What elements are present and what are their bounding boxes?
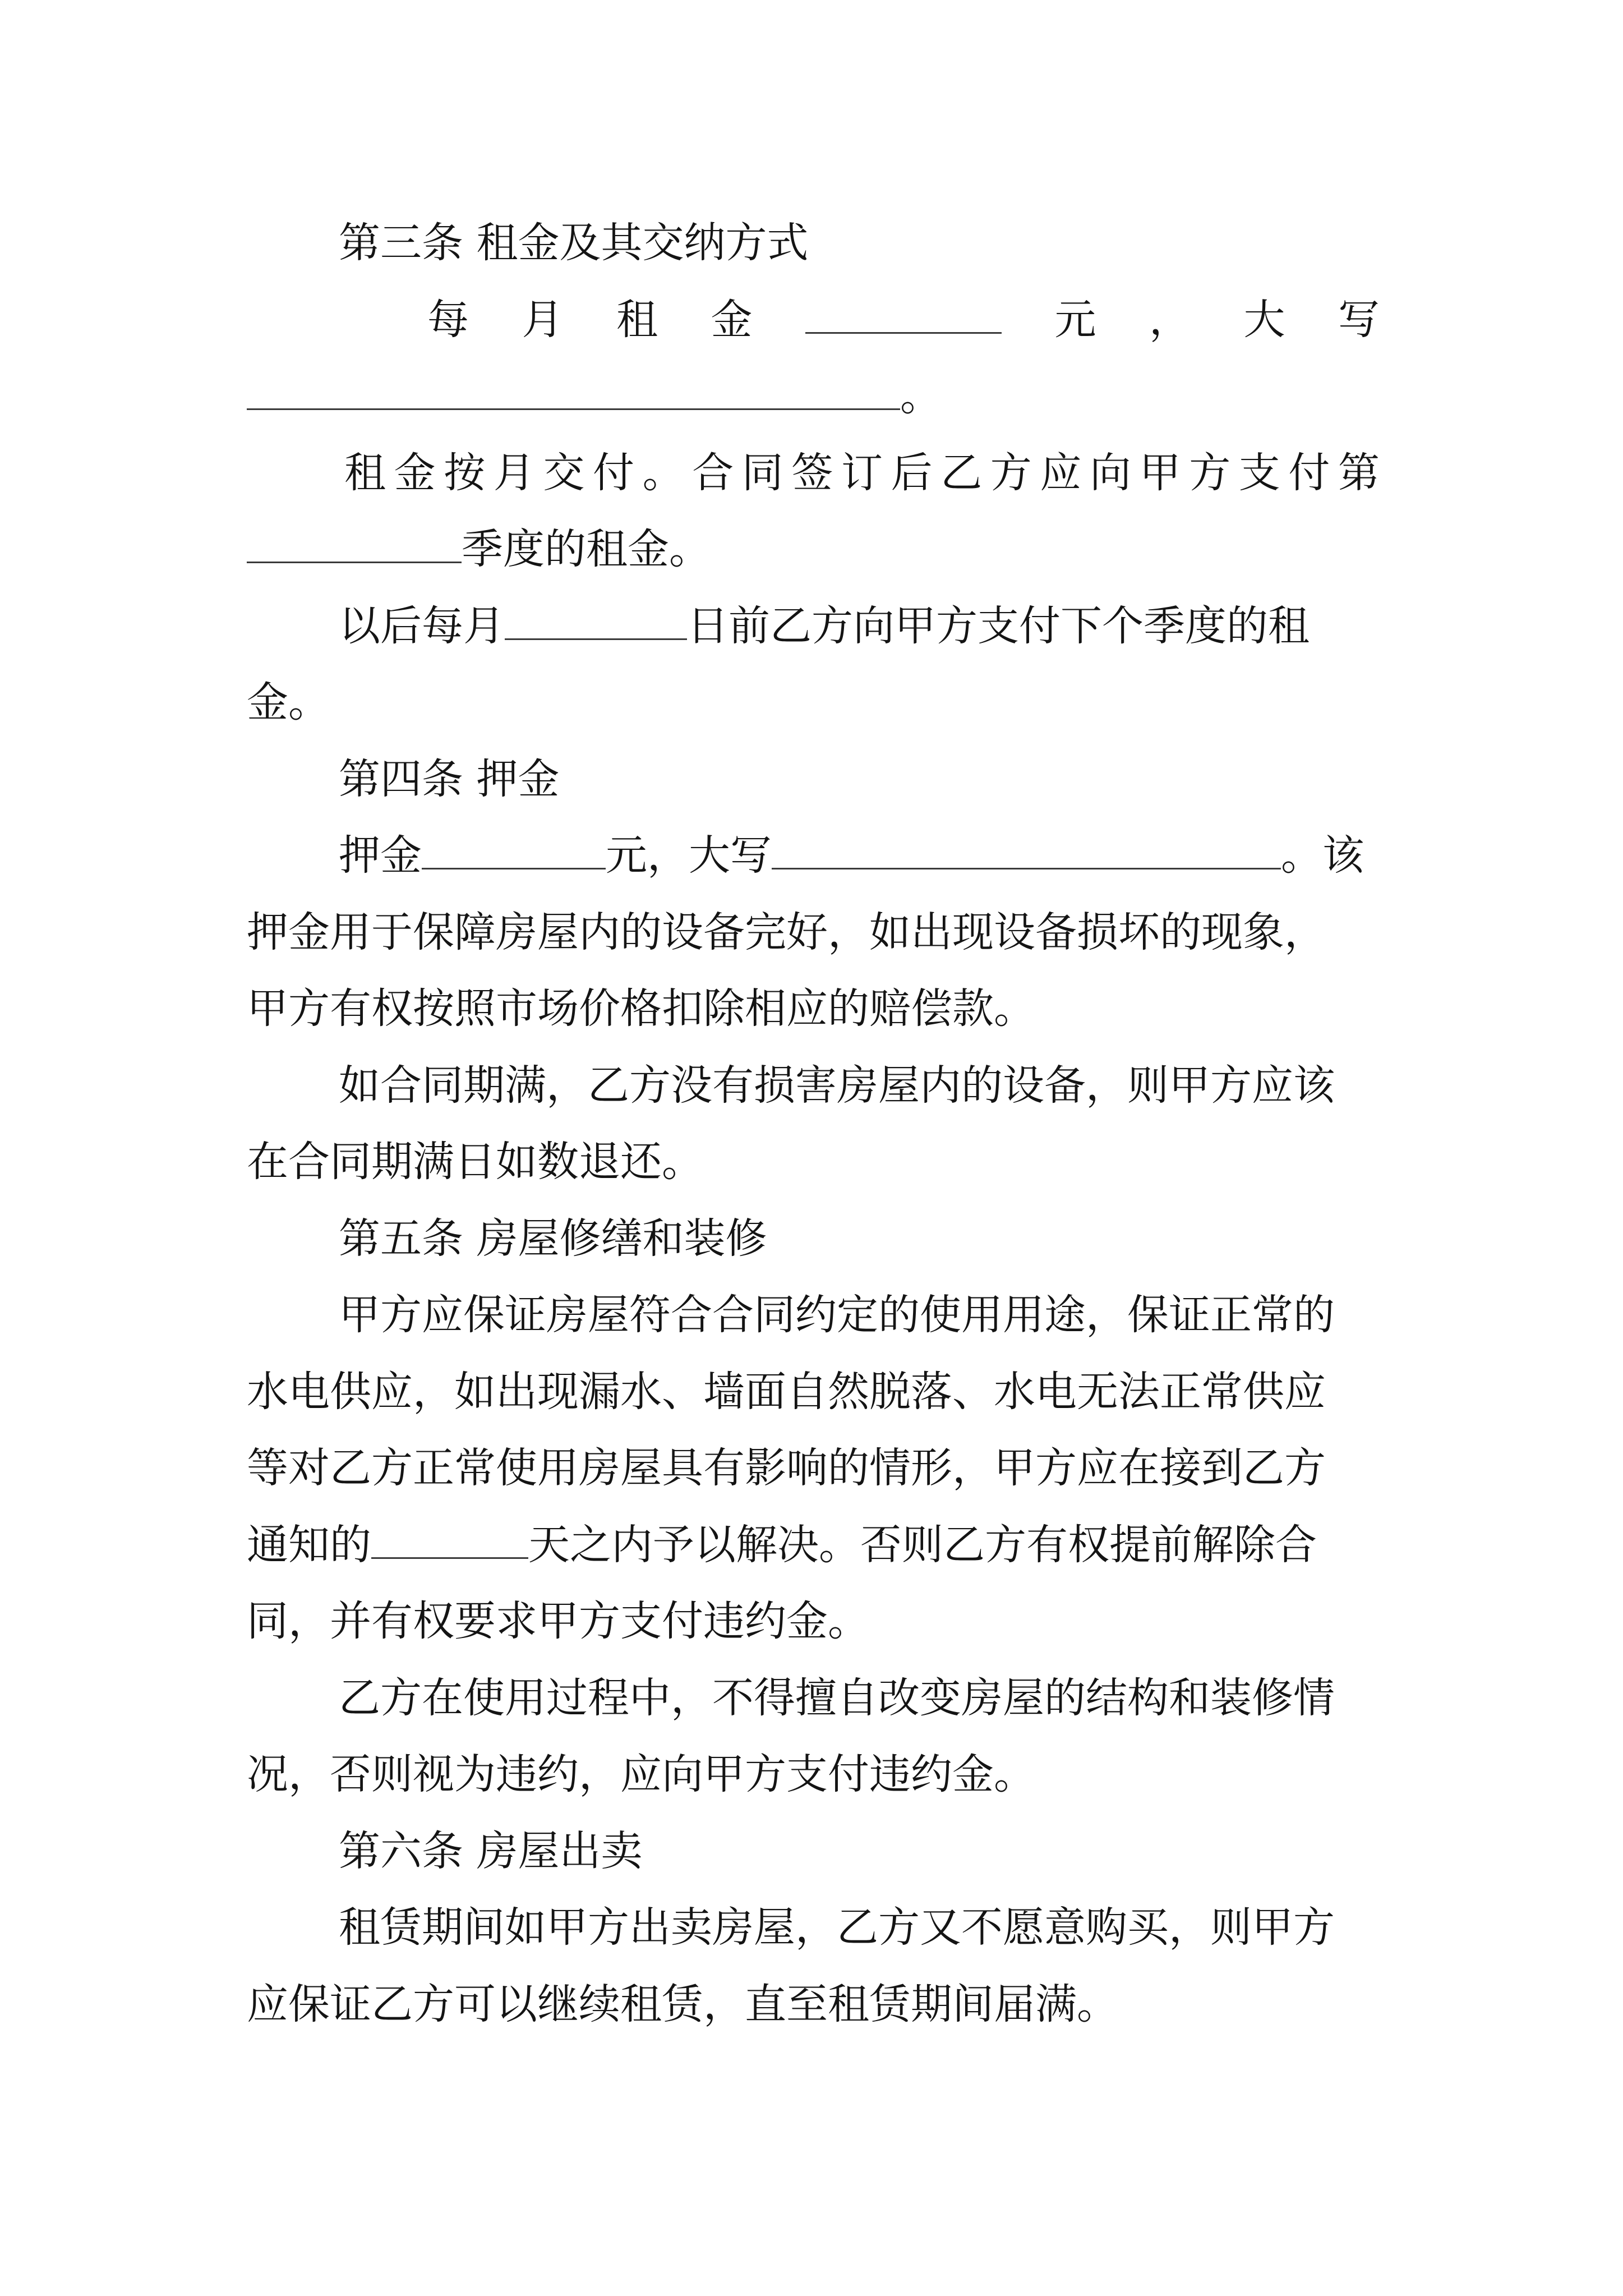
- repair-line3: 等对乙方正常使用房屋具有影响的情形，甲方应在接到乙方: [247, 1444, 1326, 1492]
- comma: ，: [1149, 296, 1191, 344]
- article3-heading: 第三条 租金及其交纳方式: [339, 219, 809, 267]
- yuan-label: 元: [1054, 296, 1096, 344]
- refund-line2: 在合同期满日如数退还。: [247, 1138, 703, 1186]
- deposit-amount-blank[interactable]: [422, 829, 606, 869]
- rent-char: 租: [616, 296, 658, 344]
- rent-char: 每: [427, 296, 469, 344]
- article4-heading: 第四条 押金: [339, 755, 560, 803]
- rent-char: 月: [522, 296, 564, 344]
- rent-daxie-line: [247, 369, 942, 423]
- article6-heading: 第六条 房屋出卖: [339, 1827, 643, 1875]
- payment-date-prefix: 以后每月: [339, 602, 505, 650]
- daxie-char: 写: [1338, 296, 1380, 344]
- article5-heading: 第五条 房屋修缮和装修: [339, 1214, 767, 1263]
- deposit-label: 押金: [339, 831, 422, 880]
- repair-line4-prefix: 通知的: [247, 1521, 371, 1569]
- deposit-line2: 押金用于保障房屋内的设备完好，如出现设备损坏的现象，: [247, 908, 1326, 956]
- repair-line2: 水电供应，如出现漏水、墙面自然脱落、水电无法正常供应: [247, 1368, 1326, 1416]
- payment-date-suffix: 日前乙方向甲方支付下个季度的租: [687, 602, 1310, 650]
- deposit-line3: 甲方有权按照市场价格扣除相应的赔偿款。: [247, 984, 1035, 1033]
- deposit-end: 。该: [1281, 831, 1364, 880]
- rent-char: 金: [711, 296, 753, 344]
- decoration-line1: 乙方在使用过程中，不得擅自改变房屋的结构和装修情: [339, 1674, 1335, 1722]
- refund-line1: 如合同期满，乙方没有损害房屋内的设备，则甲方应该: [339, 1061, 1335, 1110]
- payment-date-line2: 金。: [247, 678, 330, 726]
- daxie-char: 大: [1243, 296, 1285, 344]
- deposit-mid: 元，大写: [606, 831, 772, 880]
- repair-line4-suffix: 天之内予以解决。否则乙方有权提前解除合: [528, 1521, 1317, 1569]
- repair-days-blank[interactable]: [371, 1518, 528, 1559]
- rent-amount-blank[interactable]: [805, 293, 1002, 334]
- payment-para-line2: [247, 522, 711, 576]
- payment-day-blank[interactable]: [505, 599, 687, 640]
- deposit-line1: [339, 829, 1364, 882]
- quarter-text: 季度的租金。: [462, 525, 711, 573]
- payment-para-line1: 租金按月交付。合同签订后乙方应向甲方支付第: [344, 449, 1380, 497]
- sale-line1: 租赁期间如甲方出卖房屋，乙方又不愿意购买，则甲方: [339, 1903, 1335, 1952]
- quarter-blank[interactable]: [247, 522, 462, 563]
- sale-line2: 应保证乙方可以继续租赁，直至租赁期间届满。: [247, 1980, 1118, 2028]
- decoration-line2: 况，否则视为违约，应向甲方支付违约金。: [247, 1750, 1035, 1798]
- repair-line1: 甲方应保证房屋符合合同约定的使用用途，保证正常的: [339, 1291, 1335, 1339]
- payment-date-line1: [339, 599, 1310, 653]
- period: 。: [900, 372, 942, 420]
- repair-line5: 同，并有权要求甲方支付违约金。: [247, 1597, 869, 1645]
- rent-line: [427, 293, 1380, 347]
- deposit-daxie-blank[interactable]: [772, 829, 1281, 869]
- rent-daxie-blank[interactable]: [247, 369, 900, 410]
- repair-line4: [247, 1518, 1317, 1572]
